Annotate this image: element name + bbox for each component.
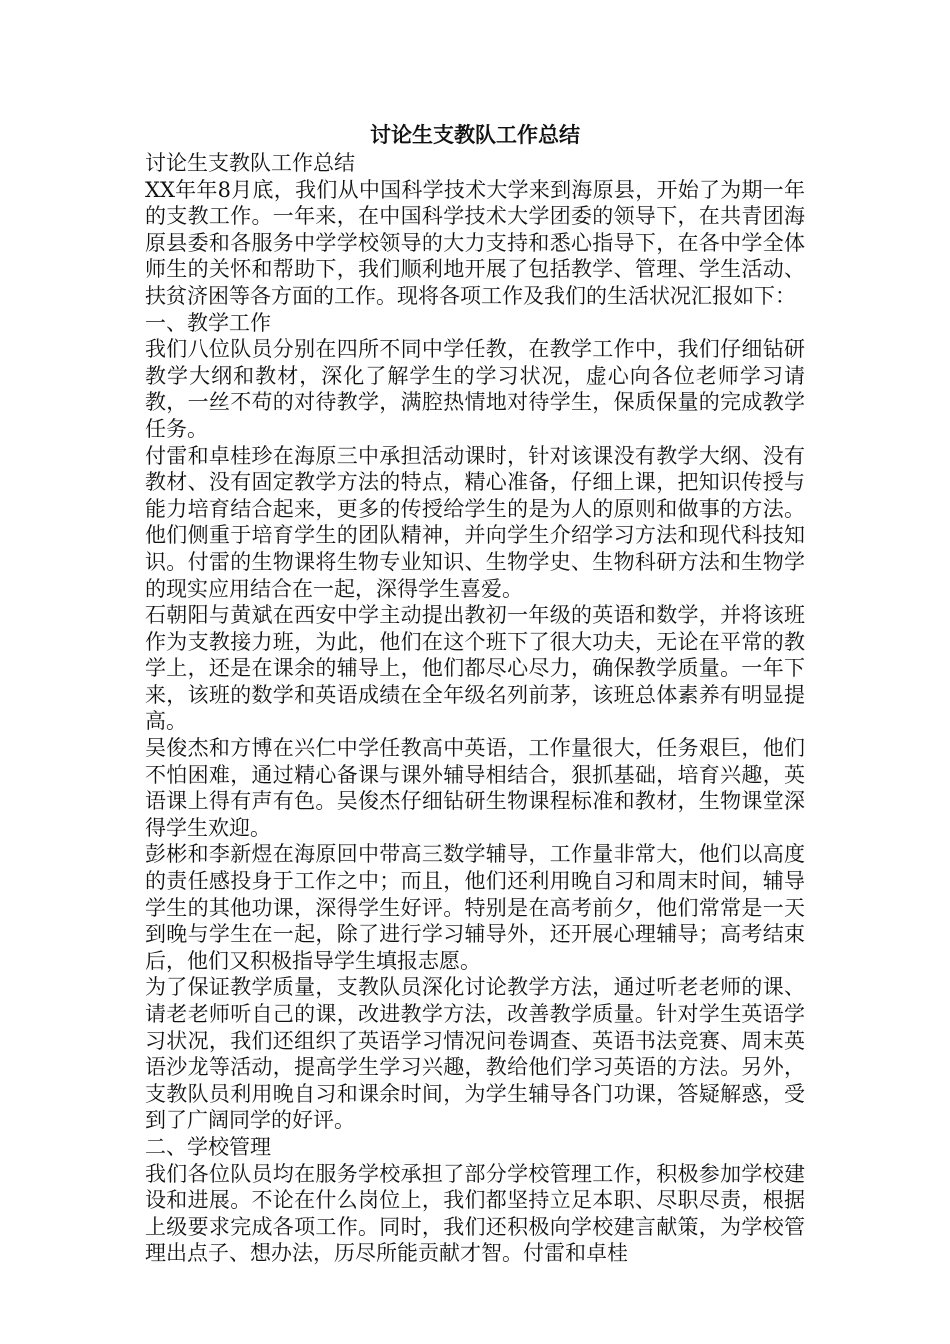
intro-paragraph: XX年年8月底，我们从中国科学技术大学来到海原县，开始了为期一年的支教工作。一年来，在中国科学技术大学团委的领导下，在共青团海原县委和各服务中学学校领导的大力支持和悉心指导下，在各中学全体师生的关怀和帮助下，我们顺利地开展了包括教学、管理、学生活动、扶贫济困等各方面的工作。现将各项工作及我们的生活状况汇报如下： — [145, 177, 805, 308]
document-page — [145, 121, 805, 1267]
body-paragraph: 我们各位队员均在服务学校承担了部分学校管理工作，积极参加学校建设和进展。不论在什么岗位上，我们都坚持立足本职、尽职尽责，根据上级要求完成各项工作。同时，我们还积极向学校建言献策，为学校管理出点子、想办法，历尽所能贡献才智。付雷和卓桂 — [145, 1161, 805, 1266]
body-paragraph: 我们八位队员分别在四所不同中学任教，在教学工作中，我们仔细钻研教学大纲和教材，深化了解学生的学习状况，虚心向各位老师学习请教，一丝不苟的对待教学，满腔热情地对待学生，保质保量的完成教学任务。 — [145, 337, 805, 441]
body-paragraph: 吴俊杰和方博在兴仁中学任教高中英语，工作量很大，任务艰巨，他们不怕困难，通过精心备课与课外辅导相结合，狠抓基础，培育兴趣，英语课上得有声有色。吴俊杰仔细钻研生物课程标准和教材，生物课堂深得学生欢迎。 — [145, 736, 805, 840]
body-paragraph: 付雷和卓桂珍在海原三中承担活动课时，针对该课没有教学大纲、没有教材、没有固定教学方法的特点，精心准备，仔细上课，把知识传授与能力培育结合起来，更多的传授给学生的是为人的原则和做事的方法。他们侧重于培育学生的团队精神，并向学生介绍学习方法和现代科技知识。付雷的生物课将生物专业知识、生物学史、生物科研方法和生物学的现实应用结合在一起，深得学生喜爱。 — [145, 443, 805, 601]
section-heading-teaching: 一、教学工作 — [145, 310, 271, 335]
body-paragraph: 彭彬和李新煜在海原回中带高三数学辅导，工作量非常大，他们以高度的责任感投身于工作之中；而且，他们还利用晚自习和周末时间，辅导学生的其他功课，深得学生好评。特别是在高考前夕，他们常常是一天到晚与学生在一起，除了进行学习辅导外，还开展心理辅导；高考结束后，他们又积极指导学生填报志愿。 — [145, 842, 805, 973]
body-paragraph: 石朝阳与黄斌在西安中学主动提出教初一年级的英语和数学，并将该班作为支教接力班，为此，他们在这个班下了很大功夫，无论在平常的教学上，还是在课余的辅导上，他们都尽心尽力，确保教学质量。一年下来，该班的数学和英语成绩在全年级名列前茅，该班总体素养有明显提高。 — [145, 603, 805, 734]
body-paragraph: 为了保证教学质量，支教队员深化讨论教学方法，通过听老老师的课、请老老师听自己的课，改进教学方法，改善教学质量。针对学生英语学习状况，我们还组织了英语学习情况问卷调查、英语书法竞赛、周末英语沙龙等活动，提高学生学习兴趣，教给他们学习英语的方法。另外，支教队员利用晚自习和课余时间，为学生辅导各门功课，答疑解惑，受到了广阔同学的好评。 — [145, 975, 805, 1133]
document-title: 讨论生支教队工作总结 — [370, 122, 580, 147]
document-subtitle: 讨论生支教队工作总结 — [145, 151, 355, 175]
section-heading-management: 二、学校管理 — [145, 1134, 271, 1159]
